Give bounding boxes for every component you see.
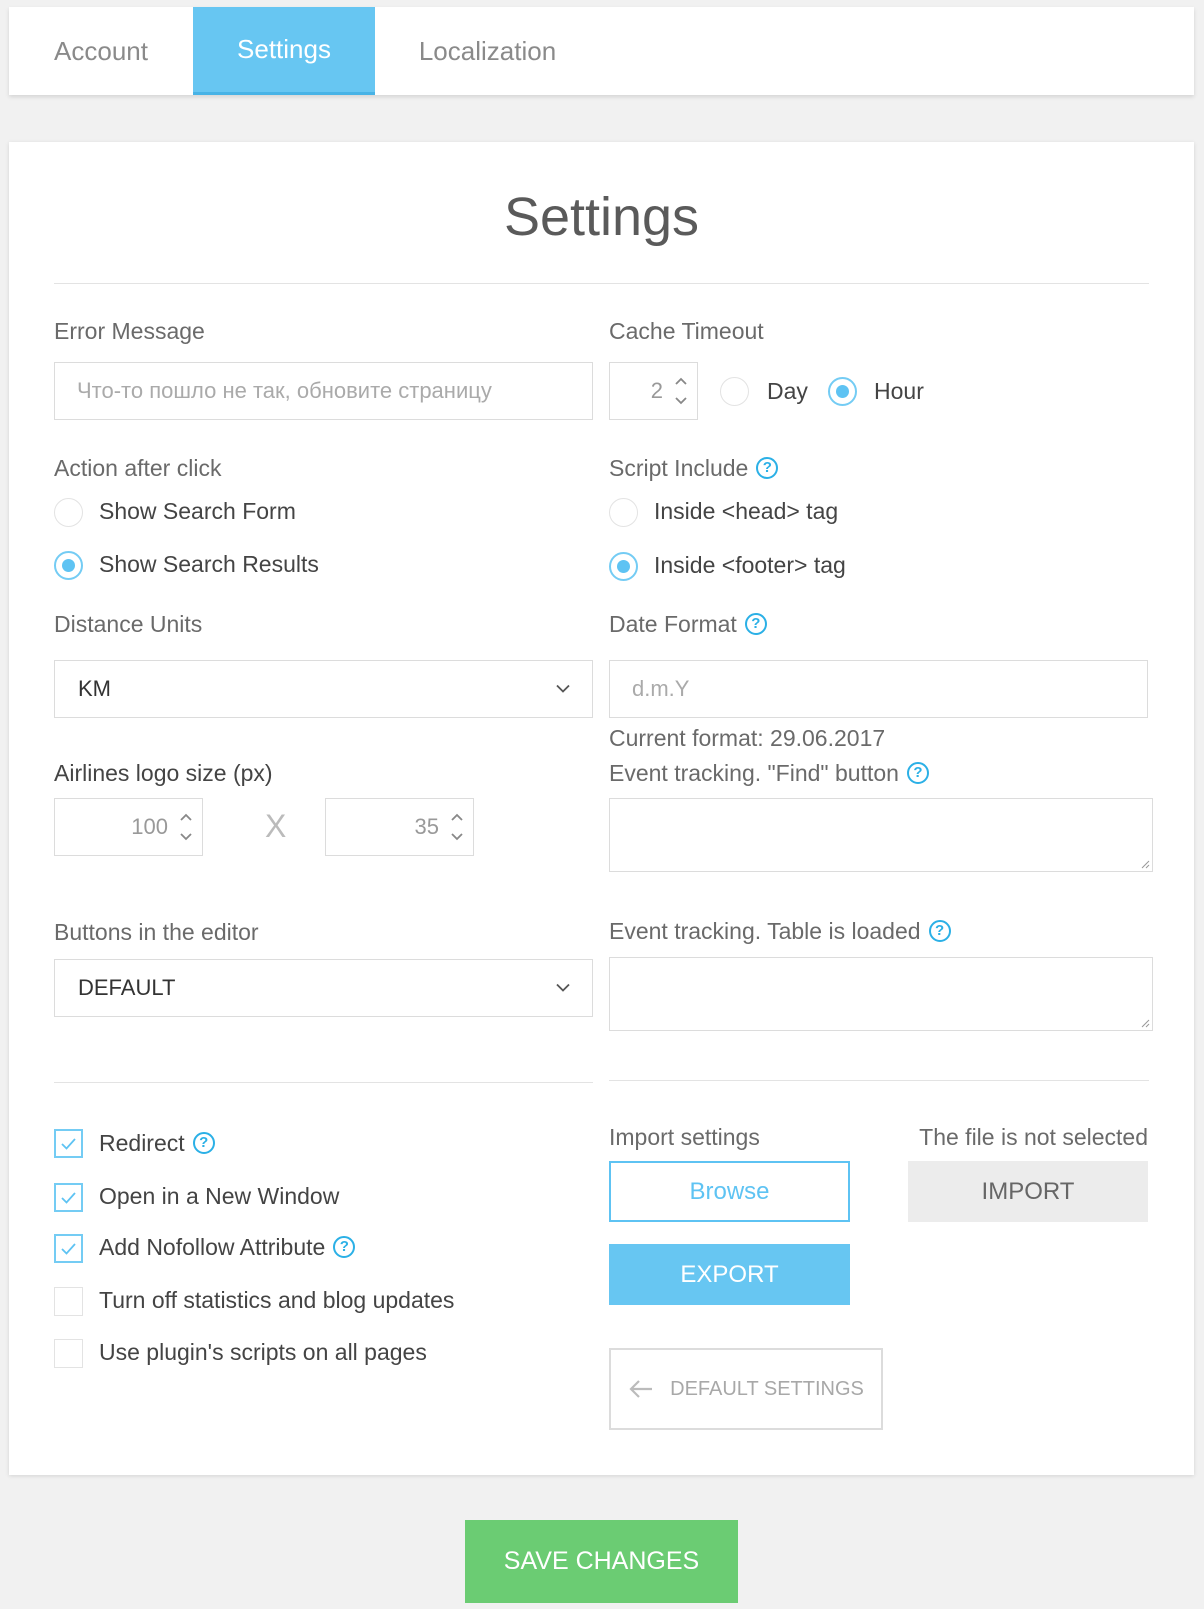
- help-icon[interactable]: ?: [929, 920, 951, 942]
- title-divider: [54, 283, 1149, 284]
- logo-width-stepper[interactable]: [54, 798, 203, 856]
- error-message-input[interactable]: [54, 362, 593, 420]
- file-status: The file is not selected: [919, 1124, 1148, 1150]
- distance-units-value: KM: [78, 676, 111, 701]
- stepper-arrows-icon[interactable]: [674, 374, 688, 408]
- event-find-textarea[interactable]: [609, 798, 1153, 872]
- help-icon[interactable]: ?: [907, 762, 929, 784]
- cache-timeout-value: 2: [650, 378, 663, 403]
- cache-hour-label: Hour: [874, 378, 924, 404]
- import-settings-label: Import settings: [609, 1124, 760, 1150]
- show-search-results-label: Show Search Results: [99, 551, 319, 577]
- checkmark-icon: [56, 1185, 81, 1210]
- new-window-checkbox[interactable]: [54, 1183, 83, 1212]
- size-separator: X: [265, 808, 287, 844]
- checkmark-icon: [56, 1236, 81, 1261]
- left-section-divider: [54, 1082, 593, 1083]
- inside-head-label: Inside <head> tag: [654, 498, 839, 524]
- logo-size-label: Airlines logo size (px): [54, 760, 273, 786]
- show-search-form-label: Show Search Form: [99, 498, 296, 524]
- event-table-textarea[interactable]: [609, 957, 1153, 1031]
- plugin-scripts-checkbox[interactable]: [54, 1339, 83, 1368]
- export-button[interactable]: EXPORT: [609, 1244, 850, 1305]
- inside-head-radio[interactable]: [609, 498, 638, 527]
- logo-width-value: 100: [131, 814, 168, 839]
- inside-footer-label: Inside <footer> tag: [654, 552, 846, 578]
- help-icon[interactable]: ?: [193, 1132, 215, 1154]
- import-button[interactable]: IMPORT: [908, 1161, 1148, 1222]
- event-find-text: Event tracking. "Find" button: [609, 760, 899, 786]
- chevron-down-icon: [556, 984, 570, 993]
- redirect-label: [99, 1130, 215, 1157]
- event-table-label: [609, 918, 951, 945]
- arrow-left-icon: [628, 1378, 654, 1400]
- default-settings-label: DEFAULT SETTINGS: [670, 1377, 864, 1400]
- resize-handle-icon[interactable]: [1141, 860, 1150, 869]
- date-format-input[interactable]: [609, 660, 1148, 718]
- nofollow-label: [99, 1234, 355, 1261]
- help-icon[interactable]: ?: [745, 613, 767, 635]
- action-after-click-label: Action after click: [54, 455, 222, 481]
- stepper-arrows-icon[interactable]: [450, 810, 464, 844]
- editor-buttons-select[interactable]: [54, 959, 593, 1017]
- statistics-checkbox[interactable]: [54, 1287, 83, 1316]
- nofollow-text: Add Nofollow Attribute: [99, 1234, 326, 1260]
- distance-units-select[interactable]: [54, 660, 593, 718]
- distance-units-label: Distance Units: [54, 611, 203, 637]
- right-section-divider: [609, 1080, 1149, 1081]
- settings-card: [9, 142, 1194, 1475]
- inside-footer-radio[interactable]: [609, 552, 638, 581]
- plugin-scripts-label: Use plugin's scripts on all pages: [99, 1339, 427, 1365]
- tab-settings[interactable]: Settings: [193, 7, 375, 95]
- statistics-label: Turn off statistics and blog updates: [99, 1287, 455, 1313]
- cache-timeout-stepper[interactable]: [609, 362, 698, 420]
- new-window-label: Open in a New Window: [99, 1183, 340, 1209]
- page-title: Settings: [503, 187, 700, 247]
- editor-buttons-label: Buttons in the editor: [54, 919, 259, 945]
- nofollow-checkbox[interactable]: [54, 1234, 83, 1263]
- help-icon[interactable]: ?: [756, 457, 778, 479]
- resize-handle-icon[interactable]: [1141, 1019, 1150, 1028]
- checkmark-icon: [56, 1131, 81, 1156]
- help-icon[interactable]: ?: [333, 1236, 355, 1258]
- tab-localization[interactable]: Localization: [418, 35, 557, 66]
- editor-buttons-value: DEFAULT: [78, 975, 176, 1000]
- date-format-placeholder: d.m.Y: [632, 676, 690, 701]
- logo-height-value: 35: [414, 814, 439, 839]
- logo-height-stepper[interactable]: [325, 798, 474, 856]
- save-changes-button[interactable]: SAVE CHANGES: [465, 1520, 738, 1603]
- cache-day-label: Day: [767, 378, 808, 404]
- browse-button[interactable]: Browse: [609, 1161, 850, 1222]
- event-table-text: Event tracking. Table is loaded: [609, 918, 921, 944]
- cache-day-radio[interactable]: [720, 377, 749, 406]
- tab-account[interactable]: Account: [54, 35, 148, 66]
- redirect-text: Redirect: [99, 1130, 185, 1156]
- error-message-label: Error Message: [54, 318, 205, 344]
- redirect-checkbox[interactable]: [54, 1129, 83, 1158]
- show-search-results-radio[interactable]: [54, 551, 83, 580]
- cache-timeout-label: Cache Timeout: [609, 318, 764, 344]
- stepper-arrows-icon[interactable]: [179, 810, 193, 844]
- script-include-label: [609, 455, 778, 482]
- cache-hour-radio[interactable]: [828, 377, 857, 406]
- script-include-text: Script Include: [609, 455, 749, 481]
- date-format-text: Date Format: [609, 611, 737, 637]
- error-message-placeholder: Что-то пошло не так, обновите страницу: [77, 378, 492, 403]
- default-settings-button[interactable]: [609, 1348, 883, 1430]
- show-search-form-radio[interactable]: [54, 498, 83, 527]
- date-format-label: [609, 611, 767, 638]
- current-date-format: Current format: 29.06.2017: [609, 725, 886, 751]
- event-find-label: [609, 760, 929, 787]
- chevron-down-icon: [556, 685, 570, 694]
- tab-bar: [9, 7, 1194, 95]
